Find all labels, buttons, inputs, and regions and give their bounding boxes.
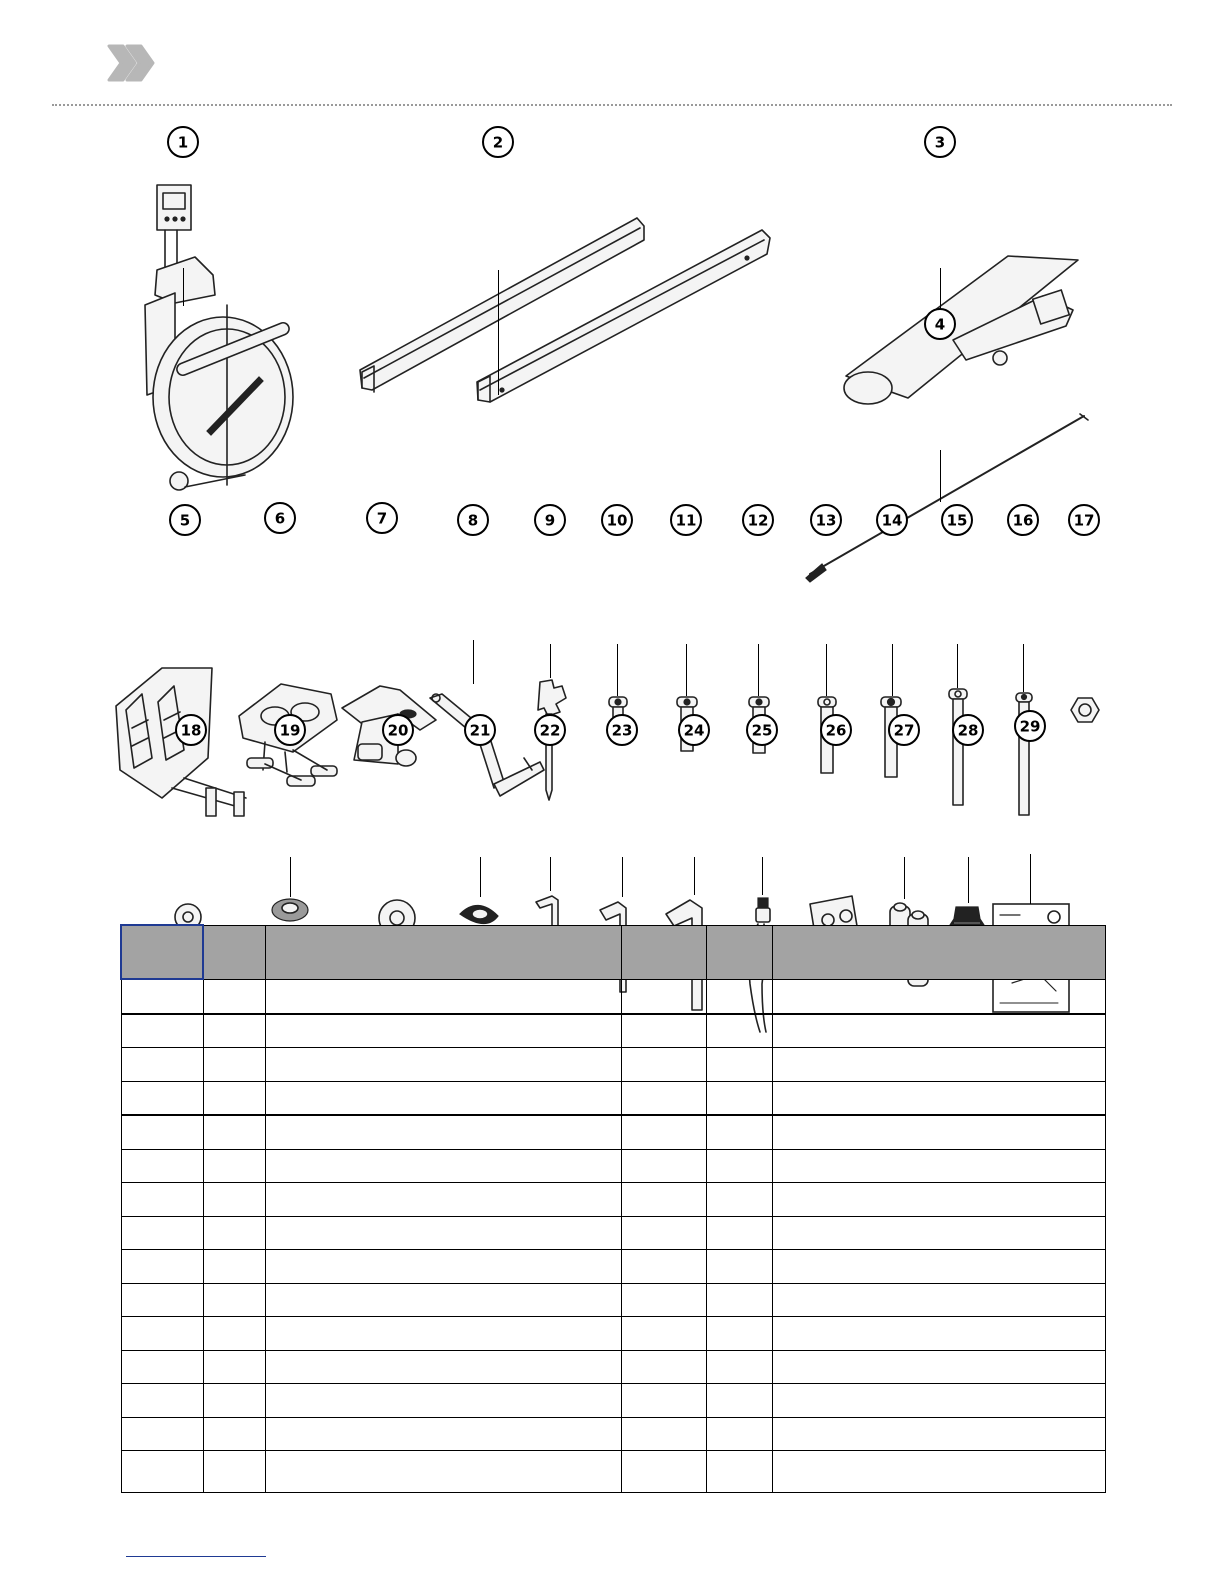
part-number: 16	[1012, 511, 1034, 530]
table-cell	[621, 1317, 706, 1351]
table-cell	[265, 1283, 621, 1317]
table-cell	[265, 1451, 621, 1493]
table-cell	[772, 1048, 1105, 1082]
table-cell	[121, 979, 203, 1014]
table-cell	[203, 1350, 265, 1384]
part-number-callout	[923, 307, 957, 341]
part-number-callout	[1067, 503, 1101, 537]
part-number-callout	[605, 713, 639, 747]
table-cell	[621, 1417, 706, 1451]
table-cell	[265, 1250, 621, 1284]
part-number-callout	[174, 713, 208, 747]
part-number-callout	[940, 503, 974, 537]
part-number: 22	[539, 721, 561, 740]
rear-stabilizer-icon	[838, 248, 1083, 410]
part-number-callout	[677, 713, 711, 747]
table-cell	[772, 979, 1105, 1014]
part-number: 9	[544, 511, 556, 530]
part-number: 3	[934, 133, 946, 152]
part-number-callout	[533, 503, 567, 537]
part-number: 20	[387, 721, 409, 740]
part-number-callout	[463, 713, 497, 747]
table-cell	[772, 1183, 1105, 1217]
table-cell	[265, 1081, 621, 1115]
part-number-callout	[951, 713, 985, 747]
part-number: 25	[751, 721, 773, 740]
table-cell	[621, 1451, 706, 1493]
table-header-cell	[265, 925, 621, 979]
table-row	[121, 1250, 1105, 1284]
table-row	[121, 979, 1105, 1014]
table-cell	[265, 1417, 621, 1451]
parts-table	[120, 924, 1106, 1493]
table-cell	[706, 1216, 772, 1250]
table-cell	[121, 1183, 203, 1217]
table-cell	[203, 1183, 265, 1217]
table-cell	[621, 1183, 706, 1217]
table-cell	[772, 1317, 1105, 1351]
table-cell	[706, 1115, 772, 1149]
part-number: 26	[825, 721, 847, 740]
part-number: 15	[946, 511, 968, 530]
table-row	[121, 1149, 1105, 1183]
part-number-callout	[381, 713, 415, 747]
table-cell	[265, 979, 621, 1014]
table-cell	[621, 1014, 706, 1048]
part-number: 17	[1073, 511, 1095, 530]
part-number-callout	[745, 713, 779, 747]
table-cell	[772, 1384, 1105, 1418]
table-cell	[121, 1384, 203, 1418]
table-cell	[203, 1048, 265, 1082]
table-cell	[621, 1250, 706, 1284]
part-number-callout	[481, 125, 515, 159]
table-cell	[772, 1081, 1105, 1115]
table-cell	[121, 1048, 203, 1082]
part-number-callout	[923, 125, 957, 159]
part-number: 21	[469, 721, 491, 740]
table-cell	[772, 1216, 1105, 1250]
part-number: 14	[881, 511, 903, 530]
part-number: 4	[934, 315, 946, 334]
table-cell	[772, 1417, 1105, 1451]
table-cell	[706, 1451, 772, 1493]
part-number: 24	[683, 721, 705, 740]
part-number-callout	[273, 713, 307, 747]
part-number-callout	[263, 501, 297, 535]
part-number-callout	[456, 503, 490, 537]
part-number-callout	[166, 125, 200, 159]
part-number: 12	[747, 511, 769, 530]
table-cell	[621, 1048, 706, 1082]
table-cell	[265, 1048, 621, 1082]
table-cell	[772, 1283, 1105, 1317]
table-row	[121, 1317, 1105, 1351]
double-chevron-right-icon	[105, 42, 157, 84]
part-number: 5	[179, 511, 191, 530]
table-header-cell	[121, 925, 203, 979]
part-number: 6	[274, 509, 286, 528]
table-cell	[772, 1451, 1105, 1493]
table-header-row	[121, 925, 1105, 979]
table-cell	[621, 1115, 706, 1149]
table-cell	[203, 1081, 265, 1115]
table-cell	[706, 1283, 772, 1317]
part-number: 8	[467, 511, 479, 530]
table-cell	[203, 1216, 265, 1250]
table-cell	[621, 979, 706, 1014]
table-header-cell	[706, 925, 772, 979]
table-cell	[772, 1149, 1105, 1183]
part-number: 2	[492, 133, 504, 152]
part-number: 11	[675, 511, 697, 530]
part-number: 28	[957, 721, 979, 740]
table-header-cell	[203, 925, 265, 979]
table-cell	[265, 1384, 621, 1418]
table-cell	[121, 1216, 203, 1250]
table-cell	[121, 1283, 203, 1317]
table-cell	[121, 1350, 203, 1384]
table-cell	[621, 1081, 706, 1115]
table-cell	[203, 1250, 265, 1284]
footer-link-underline	[126, 1556, 266, 1557]
table-cell	[265, 1149, 621, 1183]
table-cell	[121, 1317, 203, 1351]
parts-illustration	[0, 110, 1225, 925]
table-row	[121, 1451, 1105, 1493]
part-number: 18	[180, 721, 202, 740]
table-cell	[121, 1149, 203, 1183]
rod-icon	[800, 412, 1090, 582]
table-row	[121, 1216, 1105, 1250]
table-cell	[772, 1350, 1105, 1384]
table-cell	[121, 1417, 203, 1451]
table-cell	[706, 1384, 772, 1418]
nut-icon	[1070, 696, 1100, 724]
table-cell	[265, 1183, 621, 1217]
table-cell	[621, 1350, 706, 1384]
table-cell	[203, 1451, 265, 1493]
rower-monitor-water-tank-icon	[135, 185, 310, 497]
part-number: 1	[177, 133, 189, 152]
table-cell	[203, 1317, 265, 1351]
table-cell	[121, 1451, 203, 1493]
table-cell	[621, 1384, 706, 1418]
table-cell	[706, 979, 772, 1014]
table-cell	[772, 1014, 1105, 1048]
part-number: 10	[606, 511, 628, 530]
part-number: 23	[611, 721, 633, 740]
table-cell	[121, 1014, 203, 1048]
table-cell	[121, 1081, 203, 1115]
table-cell	[265, 1216, 621, 1250]
table-cell	[265, 1014, 621, 1048]
part-number-callout	[887, 713, 921, 747]
dotted-divider	[52, 104, 1172, 106]
part-number-callout	[1013, 709, 1047, 743]
table-row	[121, 1183, 1105, 1217]
table-cell	[203, 1149, 265, 1183]
table-cell	[265, 1115, 621, 1149]
table-cell	[265, 1317, 621, 1351]
part-number-callout	[600, 503, 634, 537]
table-cell	[706, 1183, 772, 1217]
table-row	[121, 1081, 1105, 1115]
bolt-icon	[948, 688, 968, 806]
table-row	[121, 1417, 1105, 1451]
part-number: 29	[1019, 717, 1041, 736]
table-cell	[621, 1283, 706, 1317]
part-number-callout	[819, 713, 853, 747]
table-cell	[706, 1317, 772, 1351]
table-cell	[203, 1115, 265, 1149]
washer-icon	[270, 896, 310, 924]
part-number-callout	[669, 503, 703, 537]
table-row	[121, 1048, 1105, 1082]
table-cell	[203, 1014, 265, 1048]
table-row	[121, 1014, 1105, 1048]
part-number-callout	[875, 503, 909, 537]
table-cell	[203, 979, 265, 1014]
rail-pair-icon	[352, 210, 777, 405]
part-number-callout	[1006, 503, 1040, 537]
table-cell	[706, 1350, 772, 1384]
table-cell	[265, 1350, 621, 1384]
table-cell	[121, 1250, 203, 1284]
table-cell	[772, 1250, 1105, 1284]
part-number-callout	[809, 503, 843, 537]
table-cell	[121, 1115, 203, 1149]
table-cell	[203, 1283, 265, 1317]
table-cell	[203, 1384, 265, 1418]
table-cell	[621, 1216, 706, 1250]
table-cell	[706, 1417, 772, 1451]
table-cell	[706, 1149, 772, 1183]
table-header-cell	[772, 925, 1105, 979]
part-number-callout	[533, 713, 567, 747]
table-cell	[706, 1014, 772, 1048]
part-number: 19	[279, 721, 301, 740]
table-cell	[203, 1417, 265, 1451]
table-row	[121, 1283, 1105, 1317]
part-number-callout	[741, 503, 775, 537]
table-row	[121, 1115, 1105, 1149]
table-cell	[706, 1250, 772, 1284]
part-number: 7	[376, 509, 388, 528]
table-cell	[772, 1115, 1105, 1149]
part-number: 13	[815, 511, 837, 530]
table-cell	[706, 1081, 772, 1115]
table-header-cell	[621, 925, 706, 979]
part-number: 27	[893, 721, 915, 740]
part-number-callout	[168, 503, 202, 537]
table-cell	[706, 1048, 772, 1082]
table-cell	[621, 1149, 706, 1183]
table-row	[121, 1384, 1105, 1418]
part-number-callout	[365, 501, 399, 535]
table-row	[121, 1350, 1105, 1384]
